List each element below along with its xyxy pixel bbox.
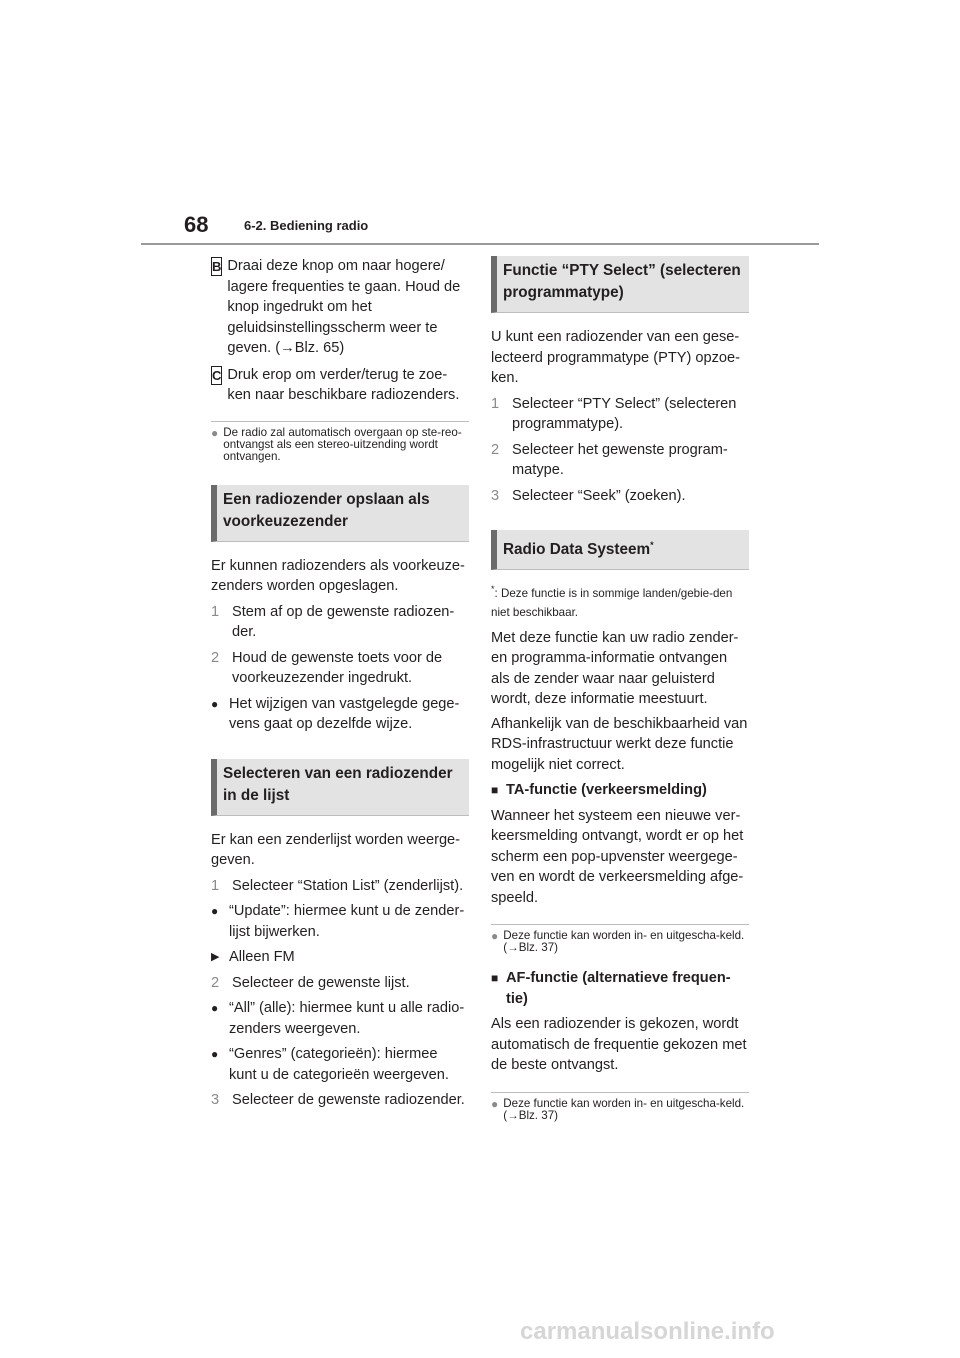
- step-item: [491, 486, 749, 507]
- left-column: [211, 256, 469, 1111]
- bullet-text: Het wijzigen van vastgelegde gege-vens gaat op dezelfde wijze.: [229, 695, 460, 732]
- step-number: 1: [491, 395, 500, 412]
- labeled-text-c: Druk erop om verder/terug te zoe-ken naar beschikbare radiozenders.: [227, 366, 460, 403]
- note: [491, 930, 749, 954]
- right-column: [491, 256, 749, 1122]
- labeled-item-b: [211, 256, 469, 359]
- bullet-text: “All” (alle): hiermee kunt u alle radio-zenders weergeven.: [229, 1000, 465, 1037]
- sub-bullet-item: [211, 947, 469, 968]
- heading-pty: Functie “PTY Select” (selecteren programmatype): [491, 256, 749, 313]
- step-number: 1: [211, 877, 220, 894]
- page-number: 68: [184, 212, 209, 237]
- section-title: 6-2. Bediening radio: [244, 218, 369, 233]
- footnote-text: : Deze functie is in sommige landen/gebie-den niet beschikbaar.: [491, 586, 733, 619]
- square-icon: ■: [491, 783, 499, 798]
- paragraph: Afhankelijk van de beschikbaarheid van RDS-infrastructuur werkt deze functie mogelijk niet correct.: [491, 715, 748, 773]
- label-b: B: [212, 259, 222, 274]
- note-bullet-icon: ●: [491, 929, 499, 944]
- label-c: C: [212, 367, 222, 383]
- note-rule: [491, 1092, 749, 1093]
- subheading-ta-text: TA-functie (verkeersmelding): [506, 782, 707, 799]
- note: [211, 427, 469, 463]
- note-text: Deze functie kan worden in- en uitgescha-keld. (→Blz. 37): [503, 1096, 745, 1122]
- note-bullet-icon: ●: [211, 425, 219, 440]
- note-bullet-icon: ●: [491, 1096, 499, 1111]
- step-item: [211, 876, 469, 897]
- sub-bullet-text: Alleen FM: [229, 949, 295, 965]
- step-text: Selecteer de gewenste radiozender.: [232, 1092, 465, 1108]
- heading-rds-text: Radio Data Systeem: [503, 541, 651, 559]
- step-number: 2: [211, 649, 220, 666]
- step-text: Selecteer “Seek” (zoeken).: [512, 487, 686, 504]
- paragraph: Met deze functie kan uw radio zender-en programma-informatie ontvangen als de zender waar naar geluisterd wordt, deze informatie meestuurt.: [491, 629, 739, 708]
- note-text: De radio zal automatisch overgaan op ste-reo-ontvangst als een stereo-uitzending wordt ontvangen.: [223, 425, 462, 463]
- step-item: [211, 973, 469, 994]
- step-text: Selecteer de gewenste lijst.: [232, 974, 410, 991]
- square-icon: ■: [491, 971, 499, 986]
- step-item: [211, 602, 469, 643]
- paragraph: Wanneer het systeem een nieuwe ver-keersmelding ontvangt, wordt er op het scherm een pop-upvenster weergege-ven en wordt de verkeersmelding afge-speeld.: [491, 807, 744, 906]
- bullet-text: “Update”: hiermee kunt u de zender-lijst bijwerken.: [229, 903, 465, 940]
- step-item: [491, 394, 749, 435]
- bullet-item: [211, 694, 469, 735]
- bullet-item: [211, 998, 469, 1039]
- bullet-icon: ●: [211, 696, 219, 711]
- footnote-mark: *: [491, 584, 495, 595]
- heading-preset: Een radiozender opslaan als voorkeuzezender: [211, 485, 469, 542]
- bullet-icon: ●: [211, 1047, 219, 1061]
- bullet-icon: ●: [211, 904, 219, 918]
- subheading-af-text: AF-functie (alternatieve frequen-tie): [506, 970, 731, 1007]
- step-text: Houd de gewenste toets voor de voorkeuzezender ingedrukt.: [232, 649, 443, 686]
- bullet-icon: ●: [211, 1001, 219, 1015]
- step-item: [211, 1090, 469, 1111]
- watermark: carmanualsonline.info: [520, 1318, 775, 1345]
- paragraph: Als een radiozender is gekozen, wordt automatisch de frequentie gekozen met de beste ontvangst.: [491, 1016, 747, 1074]
- step-number: 2: [211, 974, 220, 991]
- step-text: Selecteer “Station List” (zenderlijst).: [232, 877, 464, 894]
- paragraph: Er kunnen radiozenders als voorkeuze-zenders worden opgeslagen.: [211, 557, 465, 594]
- bullet-item: [211, 1044, 469, 1085]
- note-rule: [211, 421, 469, 422]
- subheading-af: [491, 968, 749, 1009]
- triangle-icon: ▶: [211, 951, 220, 963]
- header-rule: [141, 243, 819, 245]
- paragraph: U kunt een radiozender van een gese-lecteerd programmatype (PTY) opzoe-ken.: [491, 329, 741, 386]
- note-text: Deze functie kan worden in- en uitgescha-keld. (→Blz. 37): [503, 929, 745, 955]
- step-text: Selecteer het gewenste program-matype.: [512, 441, 728, 478]
- bullet-text: “Genres” (categorieën): hiermee kunt u de categorieën weergeven.: [229, 1046, 449, 1083]
- step-text: Stem af op de gewenste radiozen-der.: [232, 603, 455, 640]
- step-item: [211, 648, 469, 689]
- step-number: 3: [211, 1092, 220, 1108]
- step-item: [491, 440, 749, 481]
- footnote: [491, 580, 749, 622]
- heading-rds: [491, 530, 749, 570]
- step-number: 2: [491, 441, 500, 458]
- subheading-ta: [491, 780, 749, 801]
- footnote-marker: *: [650, 540, 654, 550]
- heading-list: Selecteren van een radiozender in de lijst: [211, 759, 469, 816]
- step-text: Selecteer “PTY Select” (selecteren programmatype).: [512, 395, 737, 432]
- note: [491, 1098, 749, 1122]
- note-rule: [491, 924, 749, 925]
- step-number: 1: [211, 603, 220, 620]
- step-number: 3: [491, 487, 500, 504]
- labeled-text-b: Draai deze knop om naar hogere/ lagere frequenties te gaan. Houd de knop ingedrukt om het geluidsinstellingsscherm weer te geven. (→Blz. 65): [227, 258, 461, 356]
- labeled-item-c: [211, 365, 469, 406]
- paragraph: Er kan een zenderlijst worden weerge-geven.: [211, 831, 461, 868]
- bullet-item: [211, 901, 469, 942]
